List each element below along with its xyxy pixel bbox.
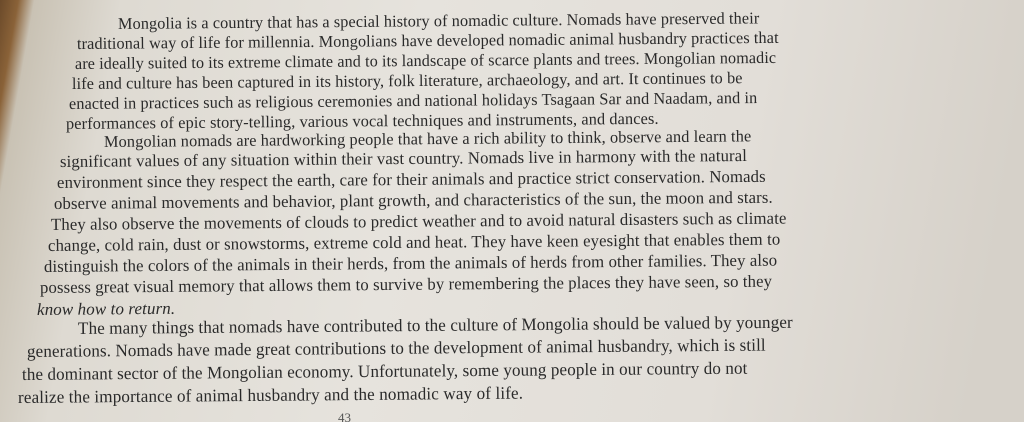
text-line-15: know how to return. <box>36 298 176 319</box>
text-line-18: the dominant sector of the Mongolian economy. Unfortunately, some young people in our country do not <box>21 357 748 384</box>
text-line-3: are ideally suited to its extreme climate and to its landscape of scarce plants and trees. Mongolian nomadic <box>74 47 777 73</box>
text-line-11: They also observe the movements of clouds to predict weather and to avoid natural disasters such as climate <box>50 208 787 234</box>
page-number: 43 <box>338 410 351 422</box>
text-line-1: Mongolia is a country that has a special history of nomadic culture. Nomads have preserved their <box>117 8 760 33</box>
text-line-2: traditional way of life for millennia. Mongolians have developed nomadic animal husbandry practices that <box>76 27 779 53</box>
text-line-4: life and culture has been captured in its history, folk literature, archaeology, and art. It continues to be <box>71 68 743 93</box>
text-line-9: environment since they respect the earth, care for their animals and practice strict conservation. Nomads <box>56 166 766 192</box>
text-line-19: realize the importance of animal husbandry and the nomadic way of life. <box>17 382 524 407</box>
text-line-13: distinguish the colors of the animals in their herds, from the animals of herds from other families. They also <box>43 250 778 276</box>
text-line-10: observe animal movements and behavior, plant growth, and characteristics of the sun, the moon and stars. <box>53 187 773 213</box>
text-line-17: generations. Nomads have made great contributions to the development of animal husbandry, which is still <box>26 334 766 361</box>
text-line-8: significant values of any situation within their vast country. Nomads live in harmony with the natural <box>59 146 748 171</box>
text-line-6: performances of epic story-telling, various vocal techniques and instruments, and dances. <box>65 108 659 133</box>
text-line-16: The many things that nomads have contributed to the culture of Mongolia should be valued by younger <box>77 311 793 338</box>
text-line-5: enacted in practices such as religious ceremonies and national holidays Tsagaan Sar and Naadam, and in <box>68 87 758 113</box>
text-line-14: possess great visual memory that allows them to survive by remembering the places they have seen, so they <box>39 271 773 297</box>
text-line-7: Mongolian nomads are hardworking people that have a rich ability to think, observe and learn the <box>103 126 752 151</box>
text-line-12: change, cold rain, dust or snowstorms, extreme cold and heat. They have keen eyesight that enables them to <box>47 229 781 255</box>
